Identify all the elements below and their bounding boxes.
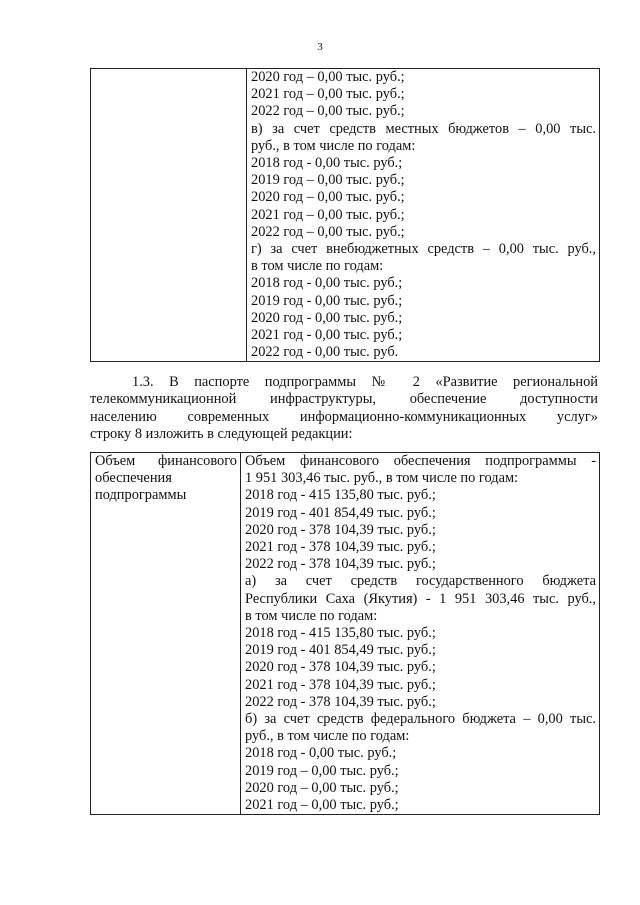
text-line: 2018 год - 0,00 тыс. руб.; bbox=[251, 155, 403, 172]
text-line: обеспечения bbox=[95, 470, 172, 487]
text-line: Объем финансового bbox=[95, 453, 237, 469]
text-line: Объем финансового обеспечения подпрограммы - bbox=[245, 453, 596, 469]
text-line: 2018 год - 415 135,80 тыс. руб.; bbox=[245, 625, 436, 642]
text-line: 2019 год – 0,00 тыс. руб.; bbox=[251, 172, 405, 189]
table-cell-label bbox=[91, 453, 241, 815]
funding-table-continued bbox=[90, 68, 600, 362]
table-row bbox=[91, 453, 600, 815]
page-number: 3 bbox=[317, 41, 323, 53]
paragraph-line: строку 8 изложить в следующей редакции: bbox=[90, 426, 353, 443]
text-line: в том числе по годам: bbox=[245, 607, 378, 624]
funding-lines bbox=[245, 453, 596, 814]
funding-table-subprogram-2 bbox=[90, 452, 600, 815]
text-line: 2022 год – 0,00 тыс. руб.; bbox=[251, 103, 405, 120]
amendment-paragraph bbox=[90, 374, 598, 444]
funding-lines bbox=[251, 69, 596, 361]
text-line: 2018 год - 415 135,80 тыс. руб.; bbox=[245, 487, 436, 504]
text-line: 2020 год – 0,00 тыс. руб.; bbox=[251, 69, 405, 85]
text-line: 2021 год - 378 104,39 тыс. руб.; bbox=[245, 676, 436, 693]
text-line: 2018 год - 0,00 тыс. руб.; bbox=[245, 745, 397, 762]
text-line: а) за счет средств государственного бюджета bbox=[245, 573, 596, 590]
text-line: 2020 год – 0,00 тыс. руб.; bbox=[251, 189, 405, 206]
text-line: 2019 год – 0,00 тыс. руб.; bbox=[245, 762, 399, 779]
paragraph-line: телекоммуникационной инфраструктуры, обеспечение доступности bbox=[90, 391, 598, 408]
text-line: 2022 год - 378 104,39 тыс. руб.; bbox=[245, 693, 436, 710]
text-line: 2020 год – 0,00 тыс. руб.; bbox=[245, 779, 399, 796]
text-line: г) за счет внебюджетных средств – 0,00 тыс. руб., bbox=[251, 241, 596, 258]
text-line: 2020 год - 378 104,39 тыс. руб.; bbox=[245, 659, 436, 676]
text-line: 2019 год - 0,00 тыс. руб.; bbox=[251, 292, 403, 309]
table-cell-funding bbox=[241, 453, 600, 815]
paragraph-line: населению современных информационно-коммуникационных услуг» bbox=[90, 408, 598, 425]
text-line: руб., в том числе по годам: bbox=[245, 728, 410, 745]
paragraph-line: 1.3. В паспорте подпрограммы № 2 «Развитие региональной bbox=[132, 374, 598, 390]
text-line: руб., в том числе по годам: bbox=[251, 137, 416, 154]
text-line: 2020 год - 378 104,39 тыс. руб.; bbox=[245, 521, 436, 538]
label-lines bbox=[95, 453, 237, 505]
text-line: в том числе по годам: bbox=[251, 258, 384, 275]
text-line: 2022 год – 0,00 тыс. руб.; bbox=[251, 223, 405, 240]
text-line: 2019 год - 401 854,49 тыс. руб.; bbox=[245, 642, 436, 659]
text-line: 2019 год - 401 854,49 тыс. руб.; bbox=[245, 504, 436, 521]
text-line: 1 951 303,46 тыс. руб., в том числе по годам: bbox=[245, 470, 519, 487]
table-row bbox=[91, 69, 600, 362]
text-line: б) за счет средств федерального бюджета – 0,00 тыс. bbox=[245, 711, 596, 728]
text-line: 2022 год - 0,00 тыс. руб. bbox=[251, 344, 399, 361]
text-line: 2021 год – 0,00 тыс. руб.; bbox=[245, 797, 399, 814]
text-line: 2021 год - 0,00 тыс. руб.; bbox=[251, 327, 403, 344]
table-cell-label bbox=[91, 69, 247, 362]
text-line: 2021 год - 378 104,39 тыс. руб.; bbox=[245, 539, 436, 556]
text-line: подпрограммы bbox=[95, 487, 187, 504]
text-line: 2018 год - 0,00 тыс. руб.; bbox=[251, 275, 403, 292]
text-line: в) за счет средств местных бюджетов – 0,00 тыс. bbox=[251, 120, 596, 137]
text-line: 2022 год - 378 104,39 тыс. руб.; bbox=[245, 556, 436, 573]
text-line: 2021 год – 0,00 тыс. руб.; bbox=[251, 206, 405, 223]
text-line: Республики Саха (Якутия) - 1 951 303,46 тыс. руб., bbox=[245, 590, 596, 607]
table-cell-funding bbox=[247, 69, 600, 362]
text-line: 2020 год - 0,00 тыс. руб.; bbox=[251, 309, 403, 326]
text-line: 2021 год – 0,00 тыс. руб.; bbox=[251, 86, 405, 103]
